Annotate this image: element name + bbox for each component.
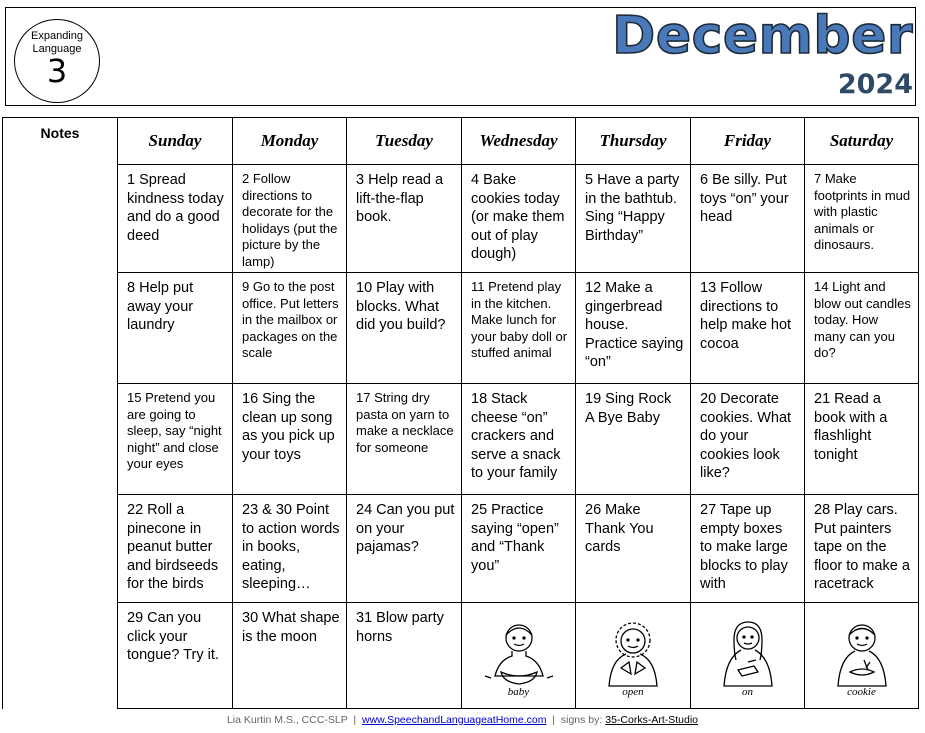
badge-line-2: Language [32, 43, 82, 55]
badge-number: 3 [46, 52, 68, 90]
sign-cell-open [576, 603, 691, 709]
day-cell-29: 29 Can you click your tongue? Try it. [118, 603, 233, 709]
day-cell-28: 28 Play cars. Put painters tape on the floor to make a racetrack [805, 495, 919, 603]
year-label: 2024 [837, 69, 913, 100]
footer-separator-2: | [552, 714, 556, 726]
day-cell-2: 2 Follow directions to decorate for the holidays (put the picture by the lamp) [233, 165, 347, 273]
day-header-tuesday: Tuesday [347, 118, 462, 165]
day-cell-8: 8 Help put away your laundry [118, 273, 233, 384]
day-cell-25: 25 Practice saying “open” and “Thank you” [462, 495, 576, 603]
day-header-thursday: Thursday [576, 118, 691, 165]
day-cell-16: 16 Sing the clean up song as you pick up your toys [233, 384, 347, 495]
day-cell-10: 10 Play with blocks. What did you build? [347, 273, 462, 384]
sign-word-on: on [742, 685, 753, 698]
day-cell-23: 23 & 30 Point to action words in books, eating, sleeping… [233, 495, 347, 603]
week-row-5 [3, 603, 919, 709]
day-cell-1: 1 Spread kindness today and do a good deed [118, 165, 233, 273]
day-cell-6: 6 Be silly. Put toys “on” your head [691, 165, 805, 273]
day-cell-31: 31 Blow party horns [347, 603, 462, 709]
sign-cell-baby [462, 603, 576, 709]
sign-word-baby: baby [507, 685, 530, 698]
day-cell-22: 22 Roll a pinecone in peanut butter and birdseeds for the birds [118, 495, 233, 603]
notes-label: Notes [40, 125, 80, 141]
day-cell-24: 24 Can you put on your pajamas? [347, 495, 462, 603]
day-header-monday: Monday [233, 118, 347, 165]
footer-separator-1: | [353, 714, 357, 726]
day-cell-20: 20 Decorate cookies. What do your cookies look like? [691, 384, 805, 495]
footer-signs-label: signs by: [560, 714, 603, 726]
day-cell-11: 11 Pretend play in the kitchen. Make lunch for your baby doll or stuffed animal [462, 273, 576, 384]
day-cell-13: 13 Follow directions to help make hot cocoa [691, 273, 805, 384]
sign-cell-cookie [805, 603, 919, 709]
footer [0, 714, 925, 726]
day-cell-7: 7 Make footprints in mud with plastic animals or dinosaurs. [805, 165, 919, 273]
week-row-4 [3, 495, 919, 603]
day-cell-17: 17 String dry pasta on yarn to make a necklace for someone [347, 384, 462, 495]
footer-signs-link[interactable]: 35-Corks-Art-Studio [605, 714, 699, 726]
day-cell-3: 3 Help read a lift-the-flap book. [347, 165, 462, 273]
day-cell-26: 26 Make Thank You cards [576, 495, 691, 603]
day-header-friday: Friday [691, 118, 805, 165]
day-cell-21: 21 Read a book with a flashlight tonight [805, 384, 919, 495]
week-row-3 [3, 384, 919, 495]
day-header-row [3, 118, 919, 165]
day-cell-12: 12 Make a gingerbread house. Practice saying “on” [576, 273, 691, 384]
footer-website-link[interactable]: www.SpeechandLanguageatHome.com [362, 714, 547, 726]
day-header-saturday: Saturday [805, 118, 919, 165]
day-cell-4: 4 Bake cookies today (or make them out of play dough) [462, 165, 576, 273]
day-cell-30: 30 What shape is the moon [233, 603, 347, 709]
day-cell-14: 14 Light and blow out candles today. How many can you do? [805, 273, 919, 384]
day-header-wednesday: Wednesday [462, 118, 576, 165]
sign-word-open: open [622, 685, 644, 698]
month-title: December [612, 6, 913, 66]
badge-line-1: Expanding [31, 30, 83, 42]
day-cell-27: 27 Tape up empty boxes to make large blocks to play with [691, 495, 805, 603]
day-cell-15: 15 Pretend you are going to sleep, say “night night” and close your eyes [118, 384, 233, 495]
day-cell-18: 18 Stack cheese “on” crackers and serve a snack to your family [462, 384, 576, 495]
level-badge [14, 19, 100, 103]
notes-column [3, 118, 118, 709]
day-cell-5: 5 Have a party in the bathtub. Sing “Happy Birthday” [576, 165, 691, 273]
week-row-2 [3, 273, 919, 384]
footer-author: Lia Kurtin M.S., CCC-SLP [226, 714, 348, 726]
day-cell-9: 9 Go to the post office. Put letters in the mailbox or packages on the scale [233, 273, 347, 384]
day-cell-19: 19 Sing Rock A Bye Baby [576, 384, 691, 495]
calendar-grid [2, 117, 919, 709]
sign-word-cookie: cookie [847, 685, 876, 698]
week-row-1 [3, 165, 919, 273]
sign-cell-on [691, 603, 805, 709]
day-header-sunday: Sunday [118, 118, 233, 165]
